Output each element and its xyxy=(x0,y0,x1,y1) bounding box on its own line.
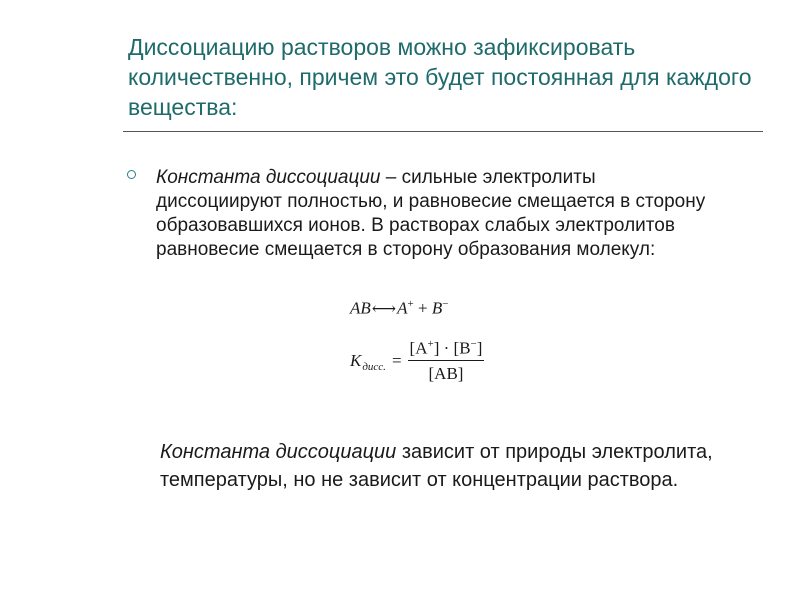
constant-subscript: дисс. xyxy=(362,361,386,373)
fraction-numerator xyxy=(408,338,485,362)
conclusion-note xyxy=(160,438,740,494)
fraction-denominator: [AB] xyxy=(428,364,464,384)
bullet-body: – сильные электролиты диссоциируют полностью, и равновесие смещается в сторону образовавшихся ионов. В растворах слабых электролитов равновесие смещается в сторону образования молекул: xyxy=(156,167,706,260)
fraction xyxy=(408,338,485,385)
numerator-anion-bracket: ] xyxy=(476,338,483,358)
bullet-term: Константа диссоциации xyxy=(156,167,381,188)
slide-title: Диссоциацию растворов можно зафиксировать количественно, причем это будет постоянная для каждого вещества: xyxy=(128,34,752,120)
anion-charge: − xyxy=(442,298,449,310)
bullet-paragraph xyxy=(156,166,716,262)
numerator-anion-charge: − xyxy=(470,337,477,350)
equilibrium-arrow-icon: ⟷ xyxy=(371,298,397,318)
numerator-cation: [A xyxy=(409,338,428,358)
note-body: зависит от природы электролита, температуры, но не зависит от концентрации раствора. xyxy=(160,441,713,491)
dissociation-equation xyxy=(350,298,448,319)
cation-charge: + xyxy=(407,298,414,310)
equation-cation: A xyxy=(397,298,408,318)
equation-reactant: AB xyxy=(350,298,371,318)
note-term: Константа диссоциации xyxy=(160,441,397,463)
numerator-cation-charge: + xyxy=(427,337,434,350)
equals-sign: = xyxy=(391,351,402,370)
bullet-circle-icon xyxy=(127,170,136,179)
dissociation-constant-formula xyxy=(350,333,484,389)
multiplication-dot: · xyxy=(439,338,454,358)
numerator-cation-bracket: ] xyxy=(433,338,440,358)
title-divider xyxy=(123,131,763,132)
constant-symbol: K xyxy=(350,351,362,370)
equation-plus: + xyxy=(413,298,432,318)
equation-anion: B xyxy=(431,298,443,318)
numerator-anion: [B xyxy=(453,338,471,358)
